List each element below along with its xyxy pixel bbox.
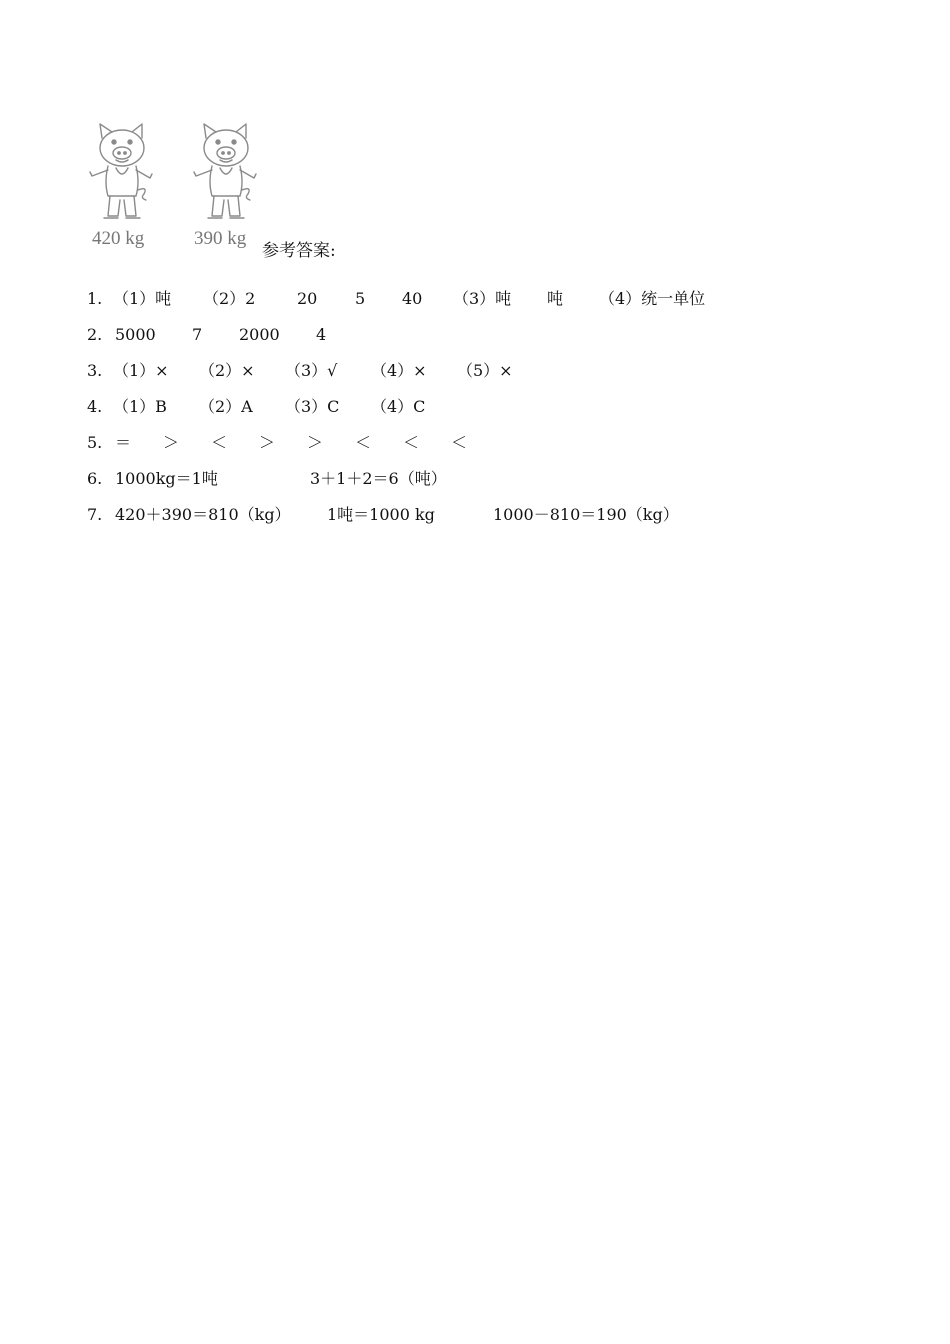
answer-item: 420＋390＝810（kg）	[115, 505, 291, 524]
pig-illustration-2	[190, 120, 262, 230]
answer-item: （4）统一单位	[599, 289, 706, 308]
answer-item: 1000－810＝190（kg）	[493, 505, 679, 524]
answer-item: 5000	[115, 325, 156, 344]
answer-item: 40	[402, 289, 423, 308]
row-number: 3.	[87, 361, 103, 380]
pig-weight-label-2: 390 kg	[194, 228, 247, 249]
answer-item: （1）吨	[113, 289, 172, 308]
answer-item: ＝	[115, 433, 132, 452]
row-number: 6.	[87, 469, 103, 488]
answer-item: （3）C	[285, 397, 340, 416]
answer-item: 2000	[239, 325, 280, 344]
answer-list	[87, 284, 907, 536]
row-number: 4.	[87, 397, 103, 416]
pig-icon	[86, 120, 158, 230]
answer-item: ＞	[163, 433, 180, 452]
answer-item: ＞	[259, 433, 276, 452]
answer-row-4	[87, 392, 907, 428]
answer-row-5	[87, 428, 907, 464]
answer-row-6	[87, 464, 907, 500]
answer-item: （4）C	[371, 397, 426, 416]
answer-item: （4）×	[371, 361, 427, 380]
answer-item: （5）×	[457, 361, 513, 380]
row-number: 7.	[87, 505, 103, 524]
row-number: 5.	[87, 433, 103, 452]
answer-item: ＜	[211, 433, 228, 452]
answer-item: ＜	[355, 433, 372, 452]
pig-icon	[190, 120, 262, 230]
answer-item: ＞	[307, 433, 324, 452]
answer-item: 4	[316, 325, 327, 344]
answer-item: 1000kg＝1吨	[115, 469, 218, 488]
answer-row-3	[87, 356, 907, 392]
pig-illustration-1	[86, 120, 158, 230]
answer-row-7	[87, 500, 907, 536]
answer-item: ＜	[403, 433, 420, 452]
answer-row-1	[87, 284, 907, 320]
answer-item: 1吨＝1000 kg	[327, 505, 435, 524]
answer-item: （3）√	[285, 361, 338, 380]
answer-item: 20	[297, 289, 318, 308]
answer-item: （2）×	[199, 361, 255, 380]
answers-heading: 参考答案:	[262, 241, 336, 261]
answer-item: 3＋1＋2＝6（吨）	[310, 469, 447, 488]
answer-item: （3）吨	[453, 289, 512, 308]
row-number: 2.	[87, 325, 103, 344]
answer-item: （2）A	[199, 397, 253, 416]
answer-item: 7	[192, 325, 203, 344]
answer-item: （2）2	[203, 289, 256, 308]
answer-item: ＜	[451, 433, 468, 452]
answer-item: 5	[355, 289, 366, 308]
pig-weight-label-1: 420 kg	[92, 228, 145, 249]
answer-item: （1）B	[113, 397, 167, 416]
answer-row-2	[87, 320, 907, 356]
answer-item: 吨	[547, 289, 564, 308]
row-number: 1.	[87, 289, 103, 308]
answer-item: （1）×	[113, 361, 169, 380]
